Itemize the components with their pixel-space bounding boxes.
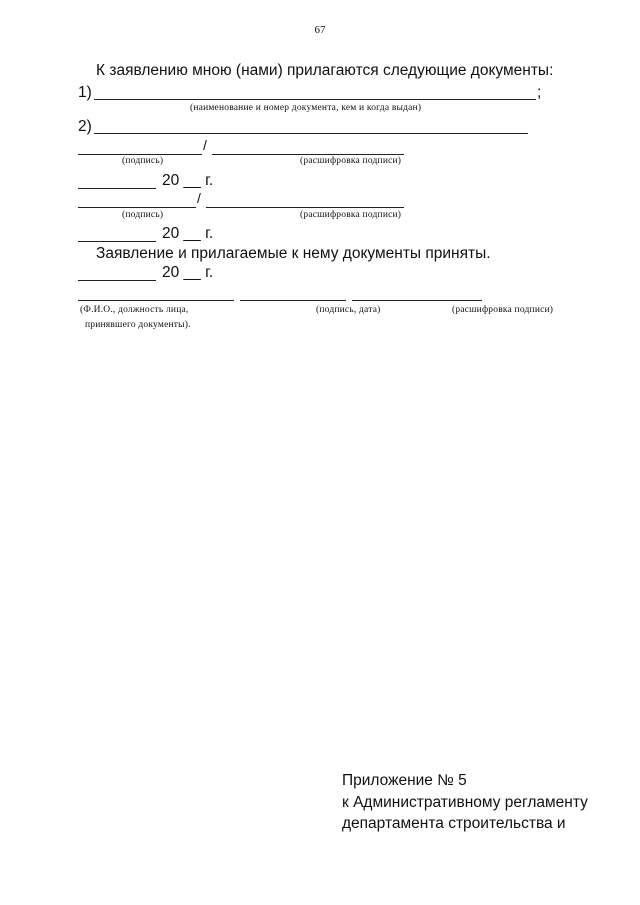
signature-line-2[interactable]: [78, 207, 196, 208]
page-number: 67: [314, 24, 326, 36]
official-transcript-line[interactable]: [352, 300, 482, 301]
slash-2: /: [197, 190, 201, 206]
date-line-2[interactable]: [78, 241, 156, 242]
sign-date-line[interactable]: [240, 300, 346, 301]
slash-1: /: [203, 137, 207, 153]
transcript-line-2[interactable]: [206, 207, 404, 208]
item-1-prefix: 1): [78, 84, 92, 101]
intro-text: К заявлению мною (нами) прилагаются следующие документы:: [96, 62, 554, 79]
transcript-caption-1: (расшифровка подписи): [300, 156, 402, 166]
fio-line[interactable]: [78, 300, 234, 301]
date-text-1: 20 __ г.: [162, 172, 214, 189]
item-1-caption: (наименование и номер документа, кем и когда выдан): [190, 103, 422, 113]
date-line-1[interactable]: [78, 188, 156, 189]
sign-date-caption: (подпись, дата): [316, 305, 381, 315]
date-text-3: 20 __ г.: [162, 264, 214, 281]
signature-caption-1: (подпись): [122, 156, 164, 166]
item-2-prefix: 2): [78, 118, 92, 135]
fio-caption: (Ф.И.О., должность лица,: [80, 305, 189, 315]
accepted-text: Заявление и прилагаемые к нему документы приняты.: [96, 245, 491, 262]
item-1-line[interactable]: [94, 99, 536, 100]
transcript-caption-2: (расшифровка подписи): [300, 210, 402, 220]
fio-caption-2: принявшего документы).: [85, 320, 191, 330]
signature-line-1[interactable]: [78, 154, 202, 155]
date-text-2: 20 __ г.: [162, 225, 214, 242]
appendix-line-1: Приложение № 5: [342, 772, 467, 789]
item-1-suffix: ;: [537, 84, 542, 101]
appendix-line-3: департамента строительства и: [342, 815, 566, 832]
appendix-line-2: к Административному регламенту: [342, 794, 588, 811]
signature-caption-2: (подпись): [122, 210, 164, 220]
official-transcript-caption: (расшифровка подписи): [452, 305, 554, 315]
item-2-line[interactable]: [94, 133, 528, 134]
transcript-line-1[interactable]: [212, 154, 404, 155]
date-line-3[interactable]: [78, 280, 156, 281]
